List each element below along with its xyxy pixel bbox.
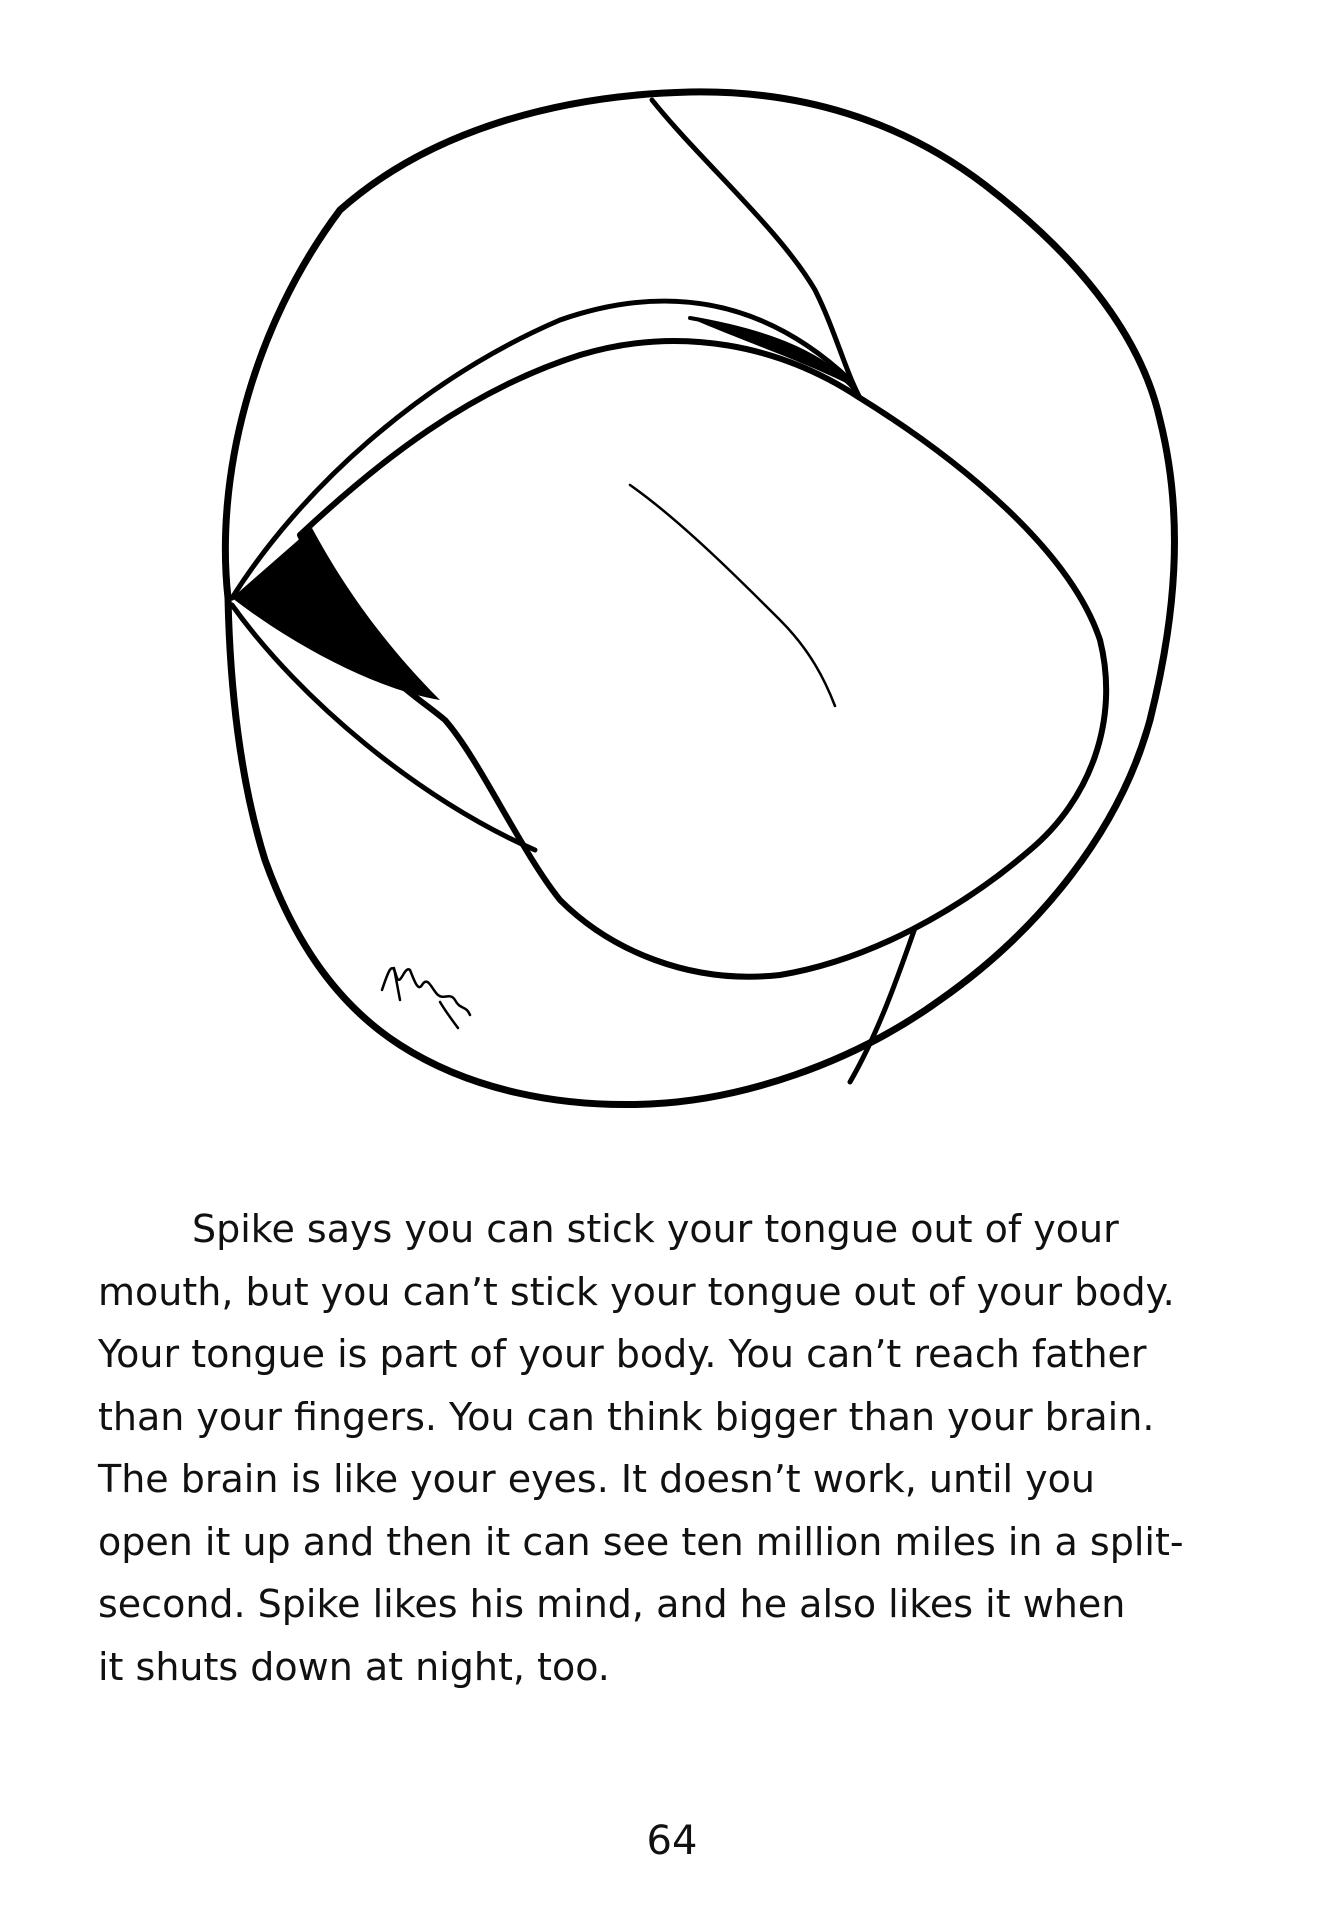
story-paragraph — [98, 1198, 1298, 1698]
tongue-groove — [630, 485, 835, 706]
story-line: Spike says you can stick your tongue out of your — [192, 1207, 1119, 1251]
story-line: mouth, but you can’t stick your tongue out of your body. — [98, 1269, 1175, 1314]
story-line: than your fingers. You can think bigger than your brain. — [98, 1394, 1155, 1439]
page-number: 64 — [646, 1818, 698, 1864]
artist-signature — [382, 968, 470, 1028]
story-line: Your tongue is part of your body. You can’t reach father — [98, 1332, 1147, 1376]
mouth-outline — [225, 92, 1174, 1105]
story-line: The brain is like your eyes. It doesn’t work, until you — [98, 1457, 1095, 1501]
story-line: it shuts down at night, too. — [98, 1644, 610, 1689]
tongue — [300, 341, 1106, 977]
story-line: second. Spike likes his mind, and he also likes it when — [98, 1582, 1126, 1626]
story-line: open it up and then it can see ten million miles in a split- — [98, 1519, 1184, 1564]
